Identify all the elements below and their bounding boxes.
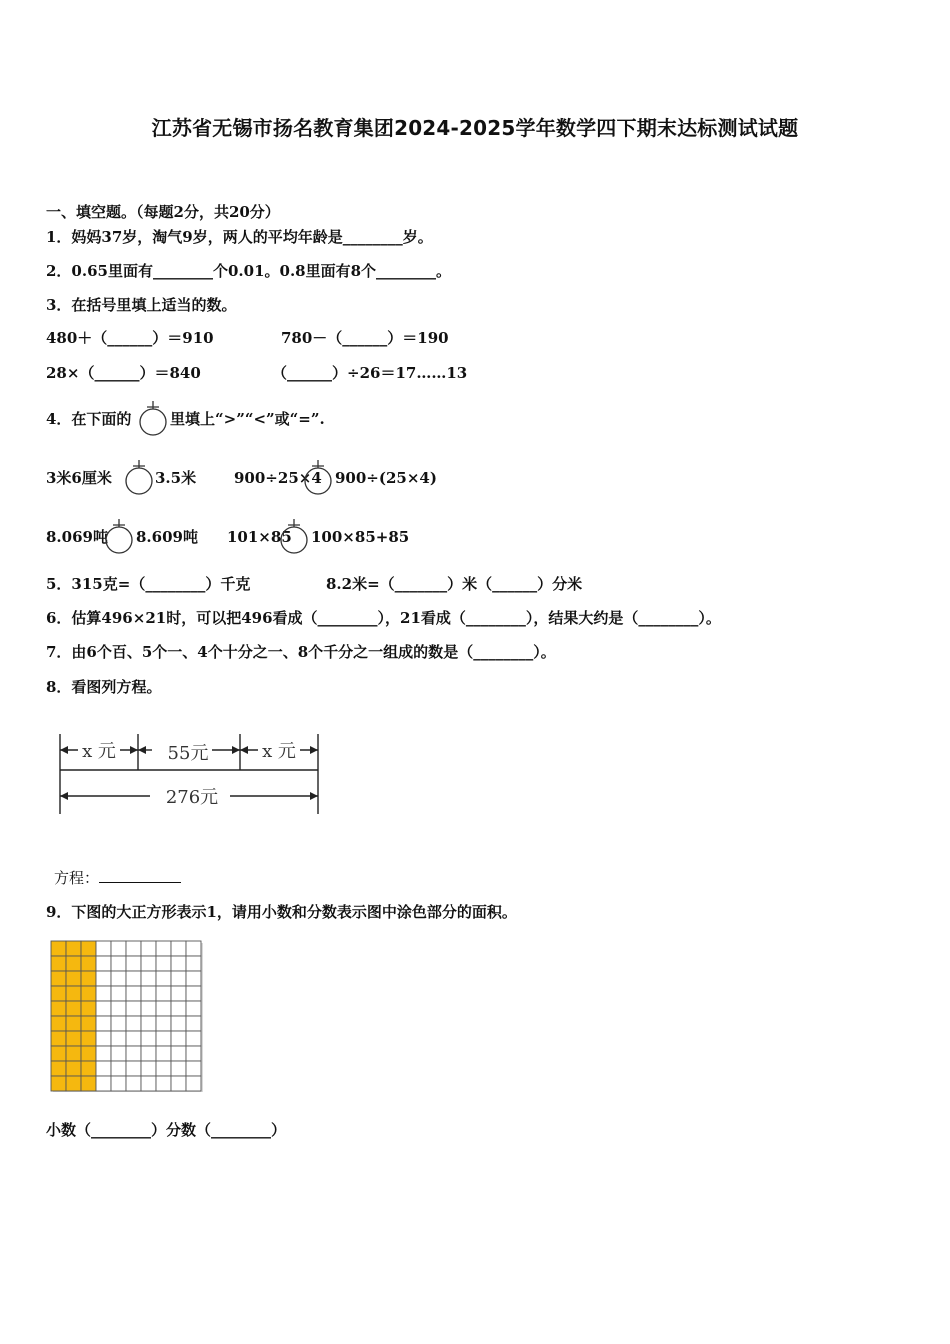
diagram-label-55: 55元 bbox=[167, 743, 209, 764]
question-3d: （______）÷26＝17……13 bbox=[272, 364, 468, 382]
grid-cell bbox=[156, 971, 171, 986]
grid-cell bbox=[141, 956, 156, 971]
grid-cell bbox=[186, 1046, 201, 1061]
grid-cell-shaded bbox=[51, 1076, 66, 1091]
grid-cell bbox=[96, 1076, 111, 1091]
grid-cell bbox=[111, 1076, 126, 1091]
grid-cell bbox=[96, 956, 111, 971]
question-3b: 780－（______）＝190 bbox=[281, 329, 449, 347]
grid-cell bbox=[96, 1046, 111, 1061]
grid-cell bbox=[126, 956, 141, 971]
grid-cell bbox=[126, 971, 141, 986]
grid-cell bbox=[141, 1031, 156, 1046]
grid-cell bbox=[111, 971, 126, 986]
grid-cell bbox=[171, 986, 186, 1001]
question-4a-left: 3米6厘米 bbox=[46, 469, 112, 487]
grid-cell-shaded bbox=[51, 1016, 66, 1031]
grid-cell-shaded bbox=[66, 1001, 81, 1016]
equation-label: 方程： bbox=[54, 869, 100, 887]
grid-cell-shaded bbox=[81, 986, 96, 1001]
question-4-suffix: 里填上“>”“<”或“=”. bbox=[170, 410, 325, 428]
grid-cell bbox=[156, 941, 171, 956]
grid-cell-shaded bbox=[66, 1046, 81, 1061]
grid-cell bbox=[171, 1046, 186, 1061]
question-4-prefix: 4．在下面的 bbox=[46, 410, 132, 428]
grid-cell-shaded bbox=[66, 986, 81, 1001]
question-4a-right: 3.5米 bbox=[155, 469, 197, 487]
grid-cell-shaded bbox=[51, 1031, 66, 1046]
equation-line bbox=[54, 868, 181, 888]
grid-cell bbox=[171, 971, 186, 986]
grid-cell bbox=[186, 1031, 201, 1046]
grid-cell-shaded bbox=[81, 1061, 96, 1076]
grid-cell bbox=[171, 956, 186, 971]
grid-cell bbox=[141, 1061, 156, 1076]
grid-cell bbox=[171, 1076, 186, 1091]
grid-cell-shaded bbox=[51, 941, 66, 956]
grid-cell-shaded bbox=[51, 971, 66, 986]
grid-cell bbox=[141, 971, 156, 986]
grid-cell bbox=[126, 1076, 141, 1091]
grid-cell-shaded bbox=[51, 1061, 66, 1076]
diagram-label-x-right: x 元 bbox=[262, 741, 296, 762]
segment-diagram bbox=[52, 722, 332, 817]
grid-cell bbox=[156, 956, 171, 971]
grid-cell bbox=[171, 1016, 186, 1031]
grid-cell bbox=[111, 1016, 126, 1031]
apple-icon bbox=[123, 457, 155, 497]
diagram-label-x-left: x 元 bbox=[82, 741, 116, 762]
grid-cell-shaded bbox=[66, 1076, 81, 1091]
grid-cell-shaded bbox=[51, 1001, 66, 1016]
grid-cell-shaded bbox=[66, 941, 81, 956]
grid-cell bbox=[111, 1061, 126, 1076]
grid-cell bbox=[171, 1061, 186, 1076]
apple-icon bbox=[302, 457, 334, 497]
section-heading: 一、填空题。（每题2分，共20分） bbox=[46, 203, 280, 221]
apple-icon bbox=[103, 516, 135, 556]
question-5b: 8.2米=（_______）米（______）分米 bbox=[326, 575, 583, 593]
grid-cell bbox=[141, 1001, 156, 1016]
grid-cell bbox=[156, 1031, 171, 1046]
grid-cell bbox=[126, 1016, 141, 1031]
grid-cell bbox=[126, 1061, 141, 1076]
grid-cell-shaded bbox=[81, 1031, 96, 1046]
grid-cell bbox=[156, 986, 171, 1001]
grid-cell bbox=[186, 1061, 201, 1076]
grid-cell bbox=[141, 1016, 156, 1031]
grid-cell bbox=[171, 1031, 186, 1046]
question-4b-right: 900÷(25×4) bbox=[335, 469, 437, 487]
grid-cell bbox=[126, 1046, 141, 1061]
grid-cell bbox=[156, 1046, 171, 1061]
question-4b-left: 900÷25×4 bbox=[234, 469, 322, 487]
grid-cell bbox=[186, 971, 201, 986]
question-6: 6．估算496×21时，可以把496看成（________），21看成（________），结果大约是（________）。 bbox=[46, 609, 721, 627]
apple-icon bbox=[278, 516, 310, 556]
grid-cell bbox=[96, 971, 111, 986]
grid-cell bbox=[96, 1061, 111, 1076]
question-4d-left: 101×85 bbox=[227, 528, 292, 546]
grid-cell bbox=[111, 941, 126, 956]
grid-cell bbox=[96, 986, 111, 1001]
grid-cell bbox=[186, 1016, 201, 1031]
apple-icon bbox=[137, 398, 169, 438]
grid-cell bbox=[126, 1001, 141, 1016]
grid-cell bbox=[96, 1001, 111, 1016]
equation-blank[interactable] bbox=[99, 868, 181, 883]
grid-cell bbox=[186, 986, 201, 1001]
grid-cell bbox=[126, 1031, 141, 1046]
grid-cell bbox=[111, 986, 126, 1001]
grid-cell-shaded bbox=[81, 971, 96, 986]
question-3c: 28×（______）＝840 bbox=[46, 364, 201, 382]
grid-cell bbox=[171, 1001, 186, 1016]
grid-cell bbox=[126, 986, 141, 1001]
grid-cell bbox=[156, 1061, 171, 1076]
question-9: 9．下图的大正方形表示1，请用小数和分数表示图中涂色部分的面积。 bbox=[46, 903, 517, 921]
grid-cell-shaded bbox=[66, 956, 81, 971]
grid-cell bbox=[111, 956, 126, 971]
grid-cell bbox=[186, 1076, 201, 1091]
grid-cell bbox=[111, 1046, 126, 1061]
grid-cell bbox=[141, 941, 156, 956]
grid-cell bbox=[96, 1016, 111, 1031]
grid-cell-shaded bbox=[81, 941, 96, 956]
grid-cell-shaded bbox=[51, 1046, 66, 1061]
grid-cell-shaded bbox=[66, 1031, 81, 1046]
grid-cell bbox=[96, 941, 111, 956]
question-5a: 5．315克=（________）千克 bbox=[46, 575, 251, 593]
grid-cell-shaded bbox=[51, 986, 66, 1001]
grid-cell bbox=[126, 941, 141, 956]
grid-cell bbox=[186, 1001, 201, 1016]
grid-cell bbox=[186, 956, 201, 971]
page-title: 江苏省无锡市扬名教育集团2024-2025学年数学四下期末达标测试试题 bbox=[151, 116, 799, 140]
grid-cell bbox=[141, 1046, 156, 1061]
grid-cell-shaded bbox=[51, 956, 66, 971]
grid-cell bbox=[171, 941, 186, 956]
question-2: 2．0.65里面有________个0.01。0.8里面有8个________。 bbox=[46, 262, 452, 280]
diagram-label-total: 276元 bbox=[165, 787, 219, 808]
grid-cell bbox=[111, 1001, 126, 1016]
grid-cell bbox=[156, 1001, 171, 1016]
grid-cell bbox=[96, 1031, 111, 1046]
grid-cell-shaded bbox=[66, 1061, 81, 1076]
grid-cell bbox=[141, 1076, 156, 1091]
question-1: 1．妈妈37岁，淘气9岁，两人的平均年龄是________岁。 bbox=[46, 228, 433, 246]
question-7: 7．由6个百、5个一、4个十分之一、8个千分之一组成的数是（________）。 bbox=[46, 643, 556, 661]
question-3: 3．在括号里填上适当的数。 bbox=[46, 296, 237, 314]
grid-cell-shaded bbox=[66, 971, 81, 986]
grid-cell bbox=[156, 1016, 171, 1031]
grid-cell-shaded bbox=[81, 1001, 96, 1016]
grid-cell-shaded bbox=[81, 1016, 96, 1031]
grid-cell bbox=[141, 986, 156, 1001]
question-4d-right: 100×85+85 bbox=[311, 528, 410, 546]
question-8: 8．看图列方程。 bbox=[46, 678, 162, 696]
grid-cell bbox=[156, 1076, 171, 1091]
question-4c-right: 8.609吨 bbox=[136, 528, 198, 546]
grid-cell-shaded bbox=[66, 1016, 81, 1031]
question-3a: 480＋（______）＝910 bbox=[46, 329, 214, 347]
grid-cell-shaded bbox=[81, 1076, 96, 1091]
grid-cell-shaded bbox=[81, 1046, 96, 1061]
grid-cell bbox=[111, 1031, 126, 1046]
grid-cell bbox=[186, 941, 201, 956]
hundred-grid bbox=[48, 938, 204, 1092]
answer-9: 小数（________）分数（________） bbox=[46, 1121, 287, 1139]
grid-cell-shaded bbox=[81, 956, 96, 971]
question-4c-left: 8.069吨 bbox=[46, 528, 108, 546]
